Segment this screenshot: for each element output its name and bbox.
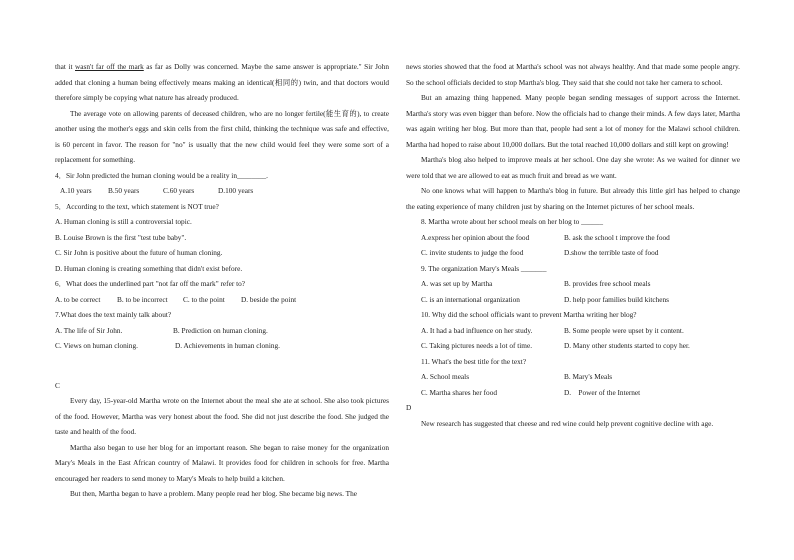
paragraph: Every day, 15-year-old Martha wrote on the Internet about the meal she ate at school. She also took pictures of the food. However, Martha was very honest about the food. She did not just describe the food. She judged the taste and health of the food.	[55, 396, 389, 436]
option: D. Human cloning is creating something that didn't exist before.	[55, 263, 243, 273]
question-10-options-row2	[406, 338, 740, 354]
option: D. help poor families build kitchens	[564, 294, 669, 304]
question-7: 7.What does the text mainly talk about?	[55, 310, 172, 319]
question-11-options-row1	[406, 369, 740, 385]
paragraph: No one knows what will happen to Martha's blog in future. But already this little girl has helped to change the eating experience of many children just by sharing on the Internet pictures of her school meals.	[406, 186, 740, 211]
section-heading-c: C	[55, 380, 60, 390]
option: D.show the terrible taste of food	[564, 248, 659, 257]
question-8-options-row1	[406, 230, 740, 246]
section-heading-d: D	[406, 403, 412, 412]
option: C. Sir John is positive about the future of human cloning.	[55, 248, 223, 257]
option: D. Achievements in human cloning.	[175, 341, 280, 350]
option: B. ask the school t improve the food	[564, 232, 670, 242]
option: A. The life of Sir John.	[55, 325, 123, 335]
option: A.express her opinion about the food	[421, 232, 530, 242]
option: C.60 years	[163, 186, 195, 195]
text: as far as Dolly was concerned. Maybe the same answer is appropriate." Sir John added that cloning a human being effectively means making an identical(相同的) twin, and that doctors would therefore simply be copying what nature has already produced.	[55, 62, 389, 102]
option: C. is an international organization	[421, 294, 520, 304]
option: D. Power of the Internet	[564, 387, 641, 397]
left-column	[55, 59, 389, 502]
question-8: 8. Martha wrote about her school meals on her blog to ______	[421, 217, 603, 226]
question-11-options-row2	[406, 385, 740, 401]
option: A.10 years	[60, 186, 92, 195]
question-7-options-row1	[55, 323, 389, 339]
option: C. Views on human cloning.	[55, 341, 138, 350]
question-6: 6．What does the underlined part "not far off the mark" refer to?	[55, 279, 245, 288]
option: C. Taking pictures needs a lot of time.	[421, 341, 533, 350]
paragraph: news stories showed that the food at Martha's school was not always healthy. And that made some people angry. So the school officials decided to stop Martha's blog. They said that she could not take her camera to school.	[406, 62, 740, 87]
option: D. Many other students started to copy her.	[564, 341, 690, 350]
option: C. to the point	[183, 294, 225, 304]
option: B. provides free school meals	[564, 279, 651, 288]
question-9: 9. The organization Mary's Meals _______	[421, 263, 547, 273]
question-5: 5．According to the text, which statement is NOT true?	[55, 201, 219, 211]
question-7-options-row2	[55, 338, 389, 354]
option: D. beside the point	[241, 294, 297, 304]
option: C. Martha shares her food	[421, 387, 497, 397]
option: B.50 years	[108, 186, 140, 195]
paragraph: Martha's blog also helped to improve meals at her school. One day she wrote: As we waited for dinner we were told that we are allowed to eat as much fruit and bread as we want.	[406, 155, 740, 180]
question-10-options-row1	[406, 323, 740, 339]
paragraph: But an amazing thing happened. Many people began sending messages of support across the Internet. Martha's story was even bigger than before. Now the officials had to change their minds. A few days later, Martha was again writing her blog. But more than that, people had sent a lot of money for the Malawi school children. Martha had hoped to raise about 10,000 dollars. But the total reached 10,000 dollars and still kept on growing!	[406, 93, 740, 149]
option: A. to be correct	[55, 294, 101, 304]
option: B. Mary's Meals	[564, 372, 613, 381]
question-11: 11. What's the best title for the text?	[421, 356, 527, 366]
question-9-options-row2	[406, 292, 740, 308]
option: B. Louise Brown is the first "test tube baby".	[55, 232, 187, 242]
option: B. to be incorrect	[117, 294, 168, 304]
paragraph	[55, 59, 389, 106]
option: B. Prediction on human cloning.	[173, 325, 268, 335]
question-10: 10. Why did the school officials want to prevent Martha writing her blog?	[421, 310, 637, 319]
paragraph: New research has suggested that cheese and red wine could help prevent cognitive decline with age.	[421, 418, 714, 428]
question-4-options	[55, 183, 389, 199]
option: A. It had a bad influence on her study.	[421, 325, 533, 335]
text: that it	[55, 62, 76, 71]
paragraph: But then, Martha began to have a problem. Many people read her blog. She became big news. The	[70, 489, 357, 498]
option: D.100 years	[218, 186, 254, 195]
question-6-options	[55, 292, 389, 308]
option: A. Human cloning is still a controversial topic.	[55, 217, 192, 226]
underlined-phrase: wasn't far off the mark	[75, 62, 144, 71]
paragraph: Martha also began to use her blog for an important reason. She began to raise money for the organization Mary's Meals in the East African country of Malawi. It provides food for children in schools for free. Martha encouraged her readers to send money to Mary's Meals to help build a kitchen.	[55, 442, 389, 483]
option: B. Some people were upset by it content.	[564, 325, 684, 335]
question-9-options-row1	[406, 276, 740, 292]
option: C. invite students to judge the food	[421, 248, 524, 257]
question-4: 4．Sir John predicted the human cloning would be a reality in________.	[55, 170, 268, 180]
right-column	[406, 59, 740, 431]
option: A. was set up by Martha	[421, 279, 493, 288]
paragraph: The average vote on allowing parents of deceased children, who are no longer fertile(能生育的), to create another using the mother's eggs and skin cells from the first child, thinking the technique was safe and effective, is 60 percent in favor. The reason for "no" is usually that the new child would feel they were some sort of a replacement for something.	[55, 108, 389, 164]
option: A. School meals	[421, 372, 470, 381]
question-8-options-row2	[406, 245, 740, 261]
